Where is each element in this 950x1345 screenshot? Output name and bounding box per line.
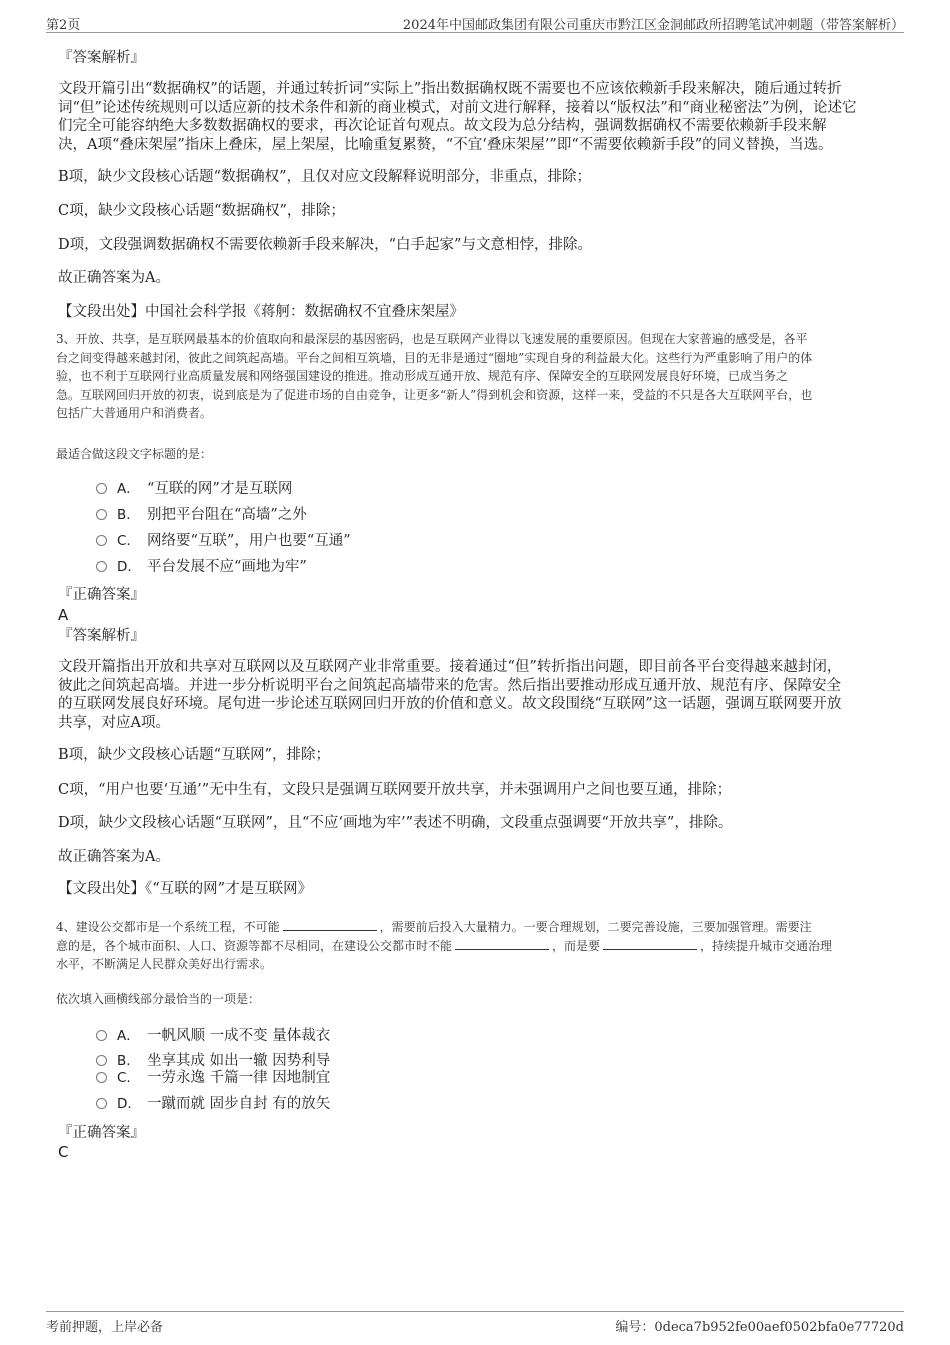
option-letter: B. bbox=[117, 507, 131, 523]
q3-option-a[interactable] bbox=[96, 479, 292, 499]
q2-source: 【文段出处】中国社会科学报《蒋舸：数据确权不宜叠床架屋》 bbox=[58, 304, 464, 320]
q2-option-d-analysis: D项，文段强调数据确权不需要依赖新手段来解决，“白手起家”与文意相悖，排除。 bbox=[58, 237, 592, 253]
q3-text-line: 验，也不利于互联网行业高质量发展和网络强国建设的推进。推动形成互通开放、规范有序、保障安全的互联网发展良好环境，已成当务之 bbox=[56, 369, 789, 383]
option-letter: D. bbox=[117, 1096, 132, 1112]
document-title: 2024年中国邮政集团有限公司重庆市黔江区金洞邮政所招聘笔试冲刺题（带答案解析） bbox=[402, 18, 904, 33]
q3-text-line: 包括广大普通用户和消费者。 bbox=[56, 406, 213, 420]
q3-analysis-label: 『答案解析』 bbox=[58, 628, 145, 644]
q2-option-c-analysis: C项，缺少文段核心话题“数据确权”，排除； bbox=[58, 203, 345, 219]
option-text: 网络要“互联”，用户也要“互通” bbox=[147, 533, 351, 549]
q4-question-text bbox=[56, 918, 898, 974]
option-letter: A． bbox=[117, 481, 140, 497]
option-text: 平台发展不应“画地为牢” bbox=[147, 559, 307, 575]
footer-slogan: 考前押题，上岸必备 bbox=[46, 1320, 164, 1335]
option-text: “互联的网”才是互联网 bbox=[147, 481, 293, 497]
radio-icon[interactable] bbox=[96, 535, 107, 546]
q4-text: ，而是要 bbox=[552, 938, 601, 953]
option-letter: C. bbox=[117, 533, 131, 549]
q3-analysis-line: 的互联网发展良好环境。尾句进一步论述互联网回归开放的价值和意义。故文段围绕“互联网”这一话题，强调互联网要开放 bbox=[58, 696, 842, 712]
q3-option-d[interactable] bbox=[96, 557, 307, 577]
option-letter: D. bbox=[117, 559, 132, 575]
option-letter: A． bbox=[117, 1028, 140, 1044]
option-text: 一劳永逸 千篇一律 因地制宜 bbox=[147, 1070, 331, 1086]
q4-option-d[interactable] bbox=[96, 1094, 330, 1114]
q4-option-c[interactable] bbox=[96, 1068, 330, 1088]
page-footer bbox=[46, 1311, 904, 1334]
option-text: 一帆风顺 一成不变 量体裁衣 bbox=[147, 1028, 331, 1044]
q2-analysis-line: 文段开篇引出“数据确权”的话题，并通过转折词“实际上”指出数据确权既不需要也不应该依赖新手段来解决，随后通过转折 bbox=[58, 81, 842, 97]
q4-text-line bbox=[56, 918, 898, 937]
q3-text-line: 台之间变得越来越封闭，彼此之间筑起高墙。平台之间相互筑墙，目的无非是通过“圈地”实现自身的利益最大化。这些行为严重影响了用户的体 bbox=[56, 350, 813, 365]
q3-option-d-analysis: D项，缺少文段核心话题“互联网”，且“不应‘画地为牢’”表述不明确，文段重点强调要“开放共享”，排除。 bbox=[58, 815, 733, 831]
q2-analysis-line: 们完全可能容纳绝大多数数据确权的要求，再次论证首句观点。故文段为总分结构，强调数据确权不需要依赖新手段来解 bbox=[58, 118, 827, 134]
fill-blank-1 bbox=[283, 918, 377, 931]
q3-analysis bbox=[56, 658, 898, 732]
q4-text: 4、建设公交都市是一个系统工程，不可能 bbox=[56, 920, 280, 934]
q4-text: 意的是，各个城市面积、人口、资源等都不尽相同，在建设公交都市时不能 bbox=[56, 938, 453, 953]
q3-question-text bbox=[56, 330, 898, 423]
q2-analysis bbox=[56, 80, 898, 154]
q4-text: ，持续提升城市交通治理 bbox=[700, 938, 833, 953]
page-number: 第2页 bbox=[46, 18, 81, 33]
q2-analysis-line: 词“但”论述传统规则可以适应新的技术条件和新的商业模式，对前文进行解释，接着以“版权法”和“商业秘密法”为例，论述它 bbox=[58, 99, 857, 116]
q3-answer: A bbox=[58, 606, 69, 624]
radio-icon[interactable] bbox=[96, 509, 107, 520]
option-letter: C. bbox=[117, 1070, 131, 1086]
document-id: 编号：0deca7b952fe00aef0502bfa0e77720d bbox=[615, 1320, 904, 1335]
q3-option-c-analysis: C项，“用户也要‘互通’”无中生有，文段只是强调互联网要开放共享，并未强调用户之间也要互通，排除； bbox=[58, 782, 732, 798]
q2-analysis-line: 决，A项“叠床架屋”指床上叠床，屋上架屋，比喻重复累赘，“不宜‘叠床架屋’”即“不需要依赖新手段”的同义替换，当选。 bbox=[58, 136, 833, 153]
q4-prompt: 依次填入画横线部分最恰当的一项是： bbox=[56, 992, 261, 1006]
option-text: 坐享其成 如出一辙 因势利导 bbox=[147, 1053, 331, 1069]
q3-text-line: 急。互联网回归开放的初衷，说到底是为了促进市场的自由竞争，让更多“新人”得到机会和资源，这样一来，受益的不只是各大互联网平台，也 bbox=[56, 387, 813, 402]
page-header bbox=[46, 12, 904, 33]
q4-text-line bbox=[56, 937, 898, 956]
radio-icon[interactable] bbox=[96, 1072, 107, 1083]
fill-blank-2 bbox=[455, 937, 549, 950]
q4-option-a[interactable] bbox=[96, 1026, 330, 1046]
q3-analysis-line: 文段开篇指出开放和共享对互联网以及互联网产业非常重要。接着通过“但”转折指出问题，即目前各平台变得越来越封闭， bbox=[58, 659, 842, 675]
q3-answer-label: 『正确答案』 bbox=[58, 587, 145, 603]
radio-icon[interactable] bbox=[96, 1055, 107, 1066]
q2-analysis-label: 『答案解析』 bbox=[58, 50, 145, 66]
radio-icon[interactable] bbox=[96, 483, 107, 494]
q3-text-line: 3、开放、共享，是互联网最基本的价值取向和最深层的基因密码，也是互联网产业得以飞速发展的重要原因。但现在大家普遍的感受是，各平 bbox=[56, 332, 808, 346]
q4-text-line: 水平，不断满足人民群众美好出行需求。 bbox=[56, 957, 273, 971]
radio-icon[interactable] bbox=[96, 561, 107, 572]
q3-prompt: 最适合做这段文字标题的是： bbox=[56, 447, 213, 461]
option-letter: B. bbox=[117, 1053, 131, 1069]
q4-answer: C bbox=[58, 1143, 69, 1161]
q3-option-c[interactable] bbox=[96, 531, 351, 551]
option-text: 别把平台阻在“高墙”之外 bbox=[147, 507, 307, 523]
q3-conclusion: 故正确答案为A。 bbox=[58, 849, 170, 865]
q3-source: 【文段出处】《“互联的网”才是互联网》 bbox=[58, 881, 313, 897]
q2-option-b-analysis: B项，缺少文段核心话题“数据确权”，且仅对应文段解释说明部分，非重点，排除； bbox=[58, 169, 591, 185]
q4-text: ，需要前后投入大量精力。一要合理规划，二要完善设施，三要加强管理。需要注 bbox=[379, 920, 812, 934]
q3-analysis-line: 彼此之间筑起高墙。并进一步分析说明平台之间筑起高墙带来的危害。然后指出要推动形成互通开放、规范有序、保障安全 bbox=[58, 677, 841, 694]
fill-blank-3 bbox=[603, 937, 697, 950]
radio-icon[interactable] bbox=[96, 1030, 107, 1041]
q3-analysis-line: 共享，对应A项。 bbox=[58, 714, 170, 731]
q3-option-b[interactable] bbox=[96, 505, 307, 525]
q4-answer-label: 『正确答案』 bbox=[58, 1125, 145, 1141]
option-text: 一蹴而就 固步自封 有的放矢 bbox=[147, 1096, 331, 1112]
radio-icon[interactable] bbox=[96, 1098, 107, 1109]
q3-option-b-analysis: B项，缺少文段核心话题“互联网”，排除； bbox=[58, 747, 330, 763]
q2-conclusion: 故正确答案为A。 bbox=[58, 270, 170, 286]
